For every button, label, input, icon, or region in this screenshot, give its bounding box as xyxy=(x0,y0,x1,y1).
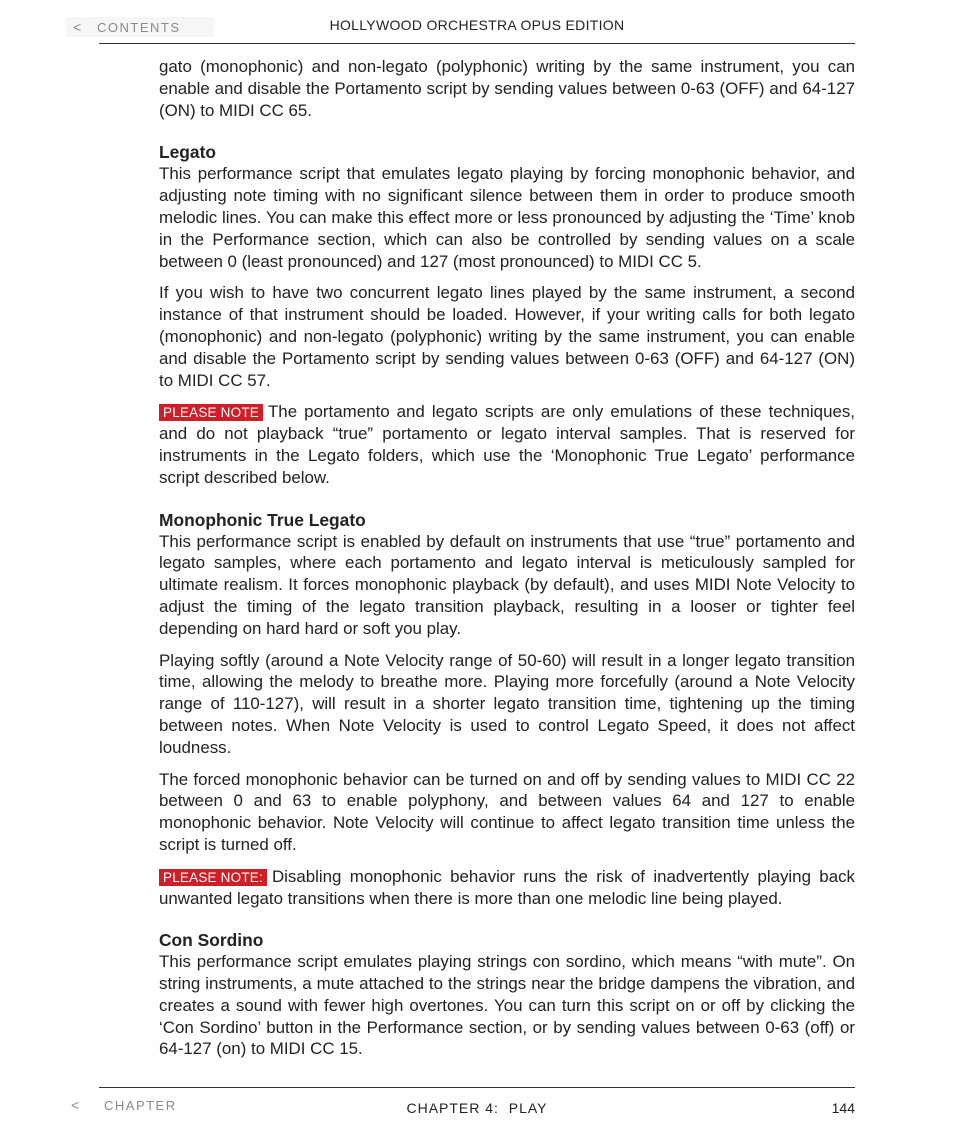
mono-true-legato-heading: Monophonic True Legato xyxy=(159,509,366,530)
footer-divider xyxy=(99,1087,855,1088)
intro-paragraph: gato (monophonic) and non-legato (polyphonic) writing by the same instrument, you can enable and disable the Portamento script by sending values between 0-63 (OFF) and 64-127 (ON) to MIDI CC 65. xyxy=(159,57,855,120)
mono-true-legato-paragraph-3: The forced monophonic behavior can be turned on and off by sending values to MIDI CC 22 between 0 and 63 to enable polyphony, and between values 64 and 127 to enable monophonic behavior. Note Velocity will continue to affect legato transition time unless the script is turned off. xyxy=(159,769,855,854)
legato-paragraph-1: This performance script that emulates legato playing by forcing monophonic behavior, and adjusting note timing with no significant silence between them in order to produce smooth melodic lines. You can make this effect more or less pronounced by adjusting the ‘Time’ knob in the Performance section, which can also be controlled by sending values on a scale between 0 (least pronounced) and 127 (most pronounced) to MIDI CC 5. xyxy=(159,164,855,271)
chapter-nav-link[interactable] xyxy=(66,1095,216,1115)
page-number: 144 xyxy=(831,1100,855,1116)
con-sordino-heading: Con Sordino xyxy=(159,930,264,951)
mono-true-legato-note-text: Disabling monophonic behavior runs the risk of inadvertently playing back unwanted legato transitions when there is more than one melodic line being played. xyxy=(159,866,855,908)
legato-heading: Legato xyxy=(159,142,217,163)
document-title: HOLLYWOOD ORCHESTRA OPUS EDITION xyxy=(329,17,625,33)
contents-nav-link[interactable] xyxy=(66,17,214,37)
header-divider xyxy=(99,43,855,44)
please-note-badge: PLEASE NOTE: xyxy=(159,869,267,886)
mono-true-legato-note xyxy=(159,866,855,910)
mono-true-legato-paragraph-2: Playing softly (around a Note Velocity range of 50-60) will result in a longer legato transition time, allowing the melody to breathe more. Playing more forcefully (around a Note Velocity range of 110-127), will result in a shorter legato transition time, tightening up the timing between notes. When Note Velocity is used to control Legato Speed, it does not affect loudness. xyxy=(159,650,855,757)
chapter-label: CHAPTER 4: PLAY xyxy=(406,1100,548,1116)
chevron-left-icon: < xyxy=(71,1097,81,1113)
legato-note-text: The portamento and legato scripts are only emulations of these techniques, and do not playback “true” portamento or legato interval samples. That is reserved for instruments in the Legato folders, which use the ‘Monophonic True Legato’ performance script described below. xyxy=(159,402,855,487)
legato-paragraph-2: If you wish to have two concurrent legato lines played by the same instrument, a second instance of that instrument should be loaded. However, if your writing calls for both legato (monophonic) and non-legato (polyphonic) writing by the same instrument, you can enable and disable the Portamento script by sending values between 0-63 (OFF) and 64-127 (ON) to MIDI CC 57. xyxy=(159,283,855,390)
con-sordino-paragraph-1: This performance script emulates playing strings con sordino, which means “with mute”. On string instruments, a mute attached to the strings near the bridge dampens the vibration, and creates a sound with fewer high overtones. You can turn this script on or off by clicking the ‘Con Sordino’ button in the Performance section, or by sending values between 0-63 (off) or 64-127 (on) to MIDI CC 15. xyxy=(159,952,855,1059)
please-note-badge: PLEASE NOTE xyxy=(159,404,263,421)
section-gap xyxy=(159,499,855,509)
page-content xyxy=(159,56,855,1070)
chevron-left-icon: < xyxy=(73,19,83,35)
chapter-nav-label: CHAPTER xyxy=(104,1097,177,1113)
section-gap xyxy=(159,919,855,929)
mono-true-legato-paragraph-1: This performance script is enabled by default on instruments that use “true” portamento and legato samples, where each portamento and legato interval is meticulously sampled for ultimate realism. It forces monophonic playback (by default), and uses MIDI Note Velocity to adjust the timing of the legato transition playback, resulting in a looser or tighter feel depending on hard hard or soft you play. xyxy=(159,531,855,638)
section-gap xyxy=(159,131,855,141)
legato-note xyxy=(159,401,855,488)
contents-nav-label: CONTENTS xyxy=(97,19,181,35)
